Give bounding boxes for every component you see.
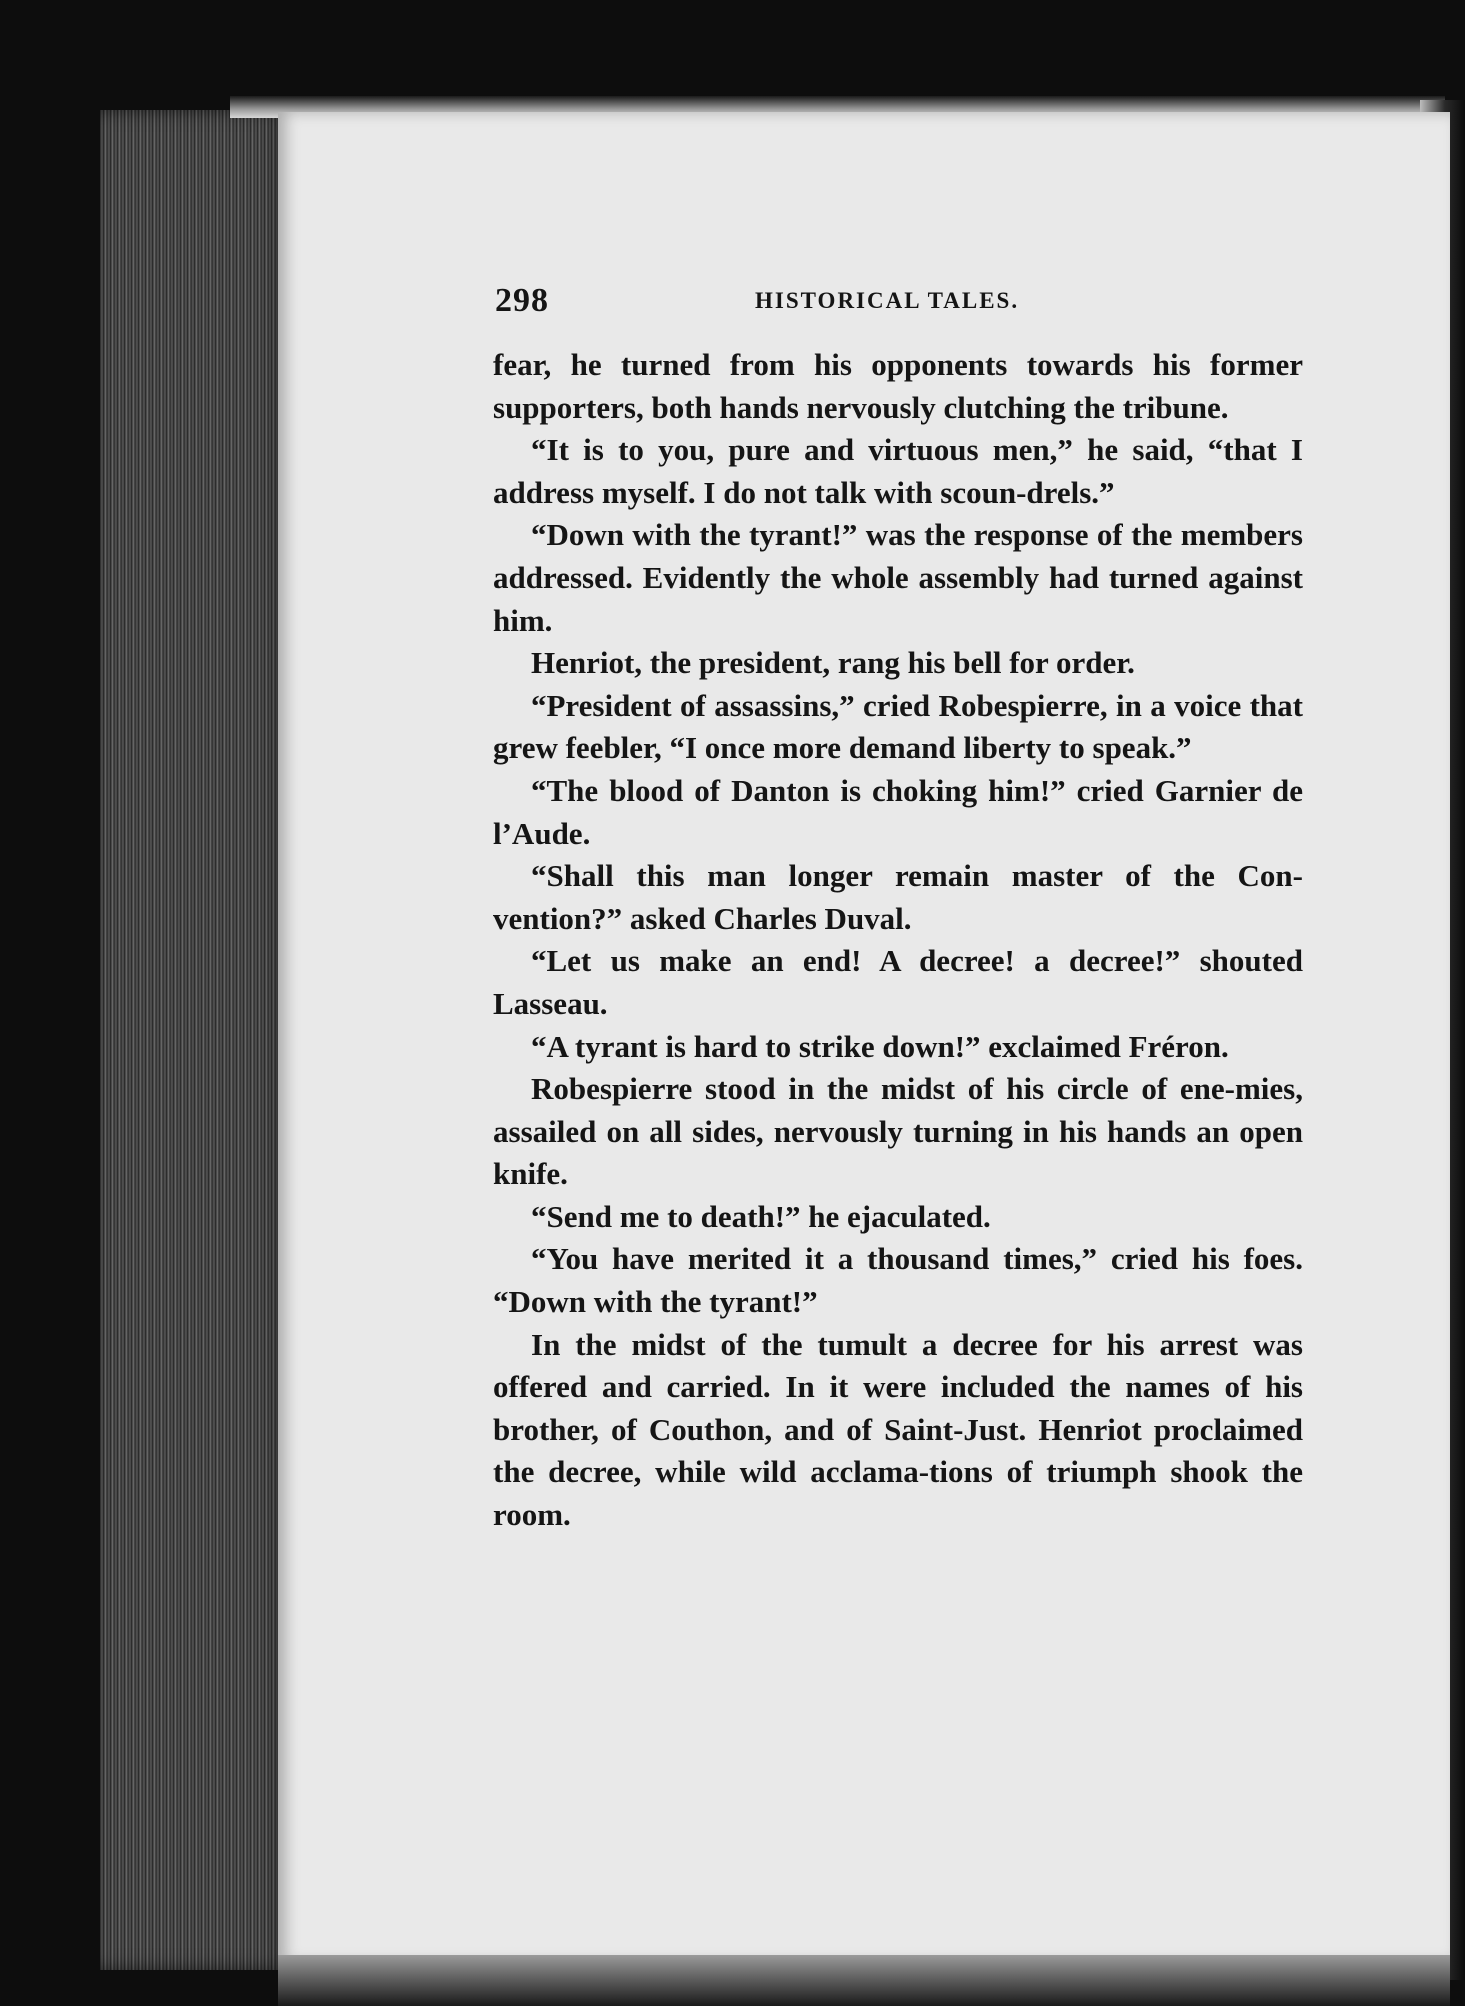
paragraph: “Send me to death!” he ejaculated. — [531, 1198, 991, 1234]
paragraph: “It is to you, pure and virtuous men,” he said, “that I address myself. I do not talk with scoun-drels.” — [493, 432, 1303, 510]
book-page-edges — [100, 110, 290, 1970]
running-title: HISTORICAL TALES. — [755, 288, 1020, 313]
paragraph: “A tyrant is hard to strike down!” exclaimed Fréron. — [531, 1028, 1229, 1064]
body-text — [493, 344, 1303, 1537]
page-bottom-edge — [278, 1955, 1450, 2006]
page-number: 298 — [495, 282, 549, 319]
paragraph: Robespierre stood in the midst of his circle of ene-mies, assailed on all sides, nervously turning in his hands an open knife. — [493, 1071, 1303, 1192]
paragraph: “Down with the tyrant!” was the response of the members addressed. Evidently the whole assembly had turned against him. — [493, 517, 1303, 638]
paragraph: Henriot, the president, rang his bell for order. — [531, 645, 1135, 681]
paragraph: “The blood of Danton is choking him!” cried Garnier de l’Aude. — [493, 772, 1303, 851]
running-head — [495, 282, 1295, 322]
paragraph-continued: fear, he turned from his opponents towards his former supporters, both hands nervously clutching the tribune. — [493, 347, 1303, 425]
paragraph: “Let us make an end! A decree! a decree!” shouted Lasseau. — [493, 943, 1303, 1021]
paragraph: In the midst of the tumult a decree for his arrest was offered and carried. In it were included the names of his brother, of Couthon, and of Saint-Just. Henriot proclaimed the decree, while wild acclama-tions of triumph shook the room. — [493, 1326, 1303, 1533]
paragraph: “Shall this man longer remain master of the Con-vention?” asked Charles Duval. — [493, 858, 1303, 936]
paragraph: “President of assassins,” cried Robespierre, in a voice that grew feebler, “I once more demand liberty to speak.” — [493, 687, 1303, 766]
paragraph: “You have merited it a thousand times,” cried his foes. “Down with the tyrant!” — [493, 1241, 1303, 1320]
